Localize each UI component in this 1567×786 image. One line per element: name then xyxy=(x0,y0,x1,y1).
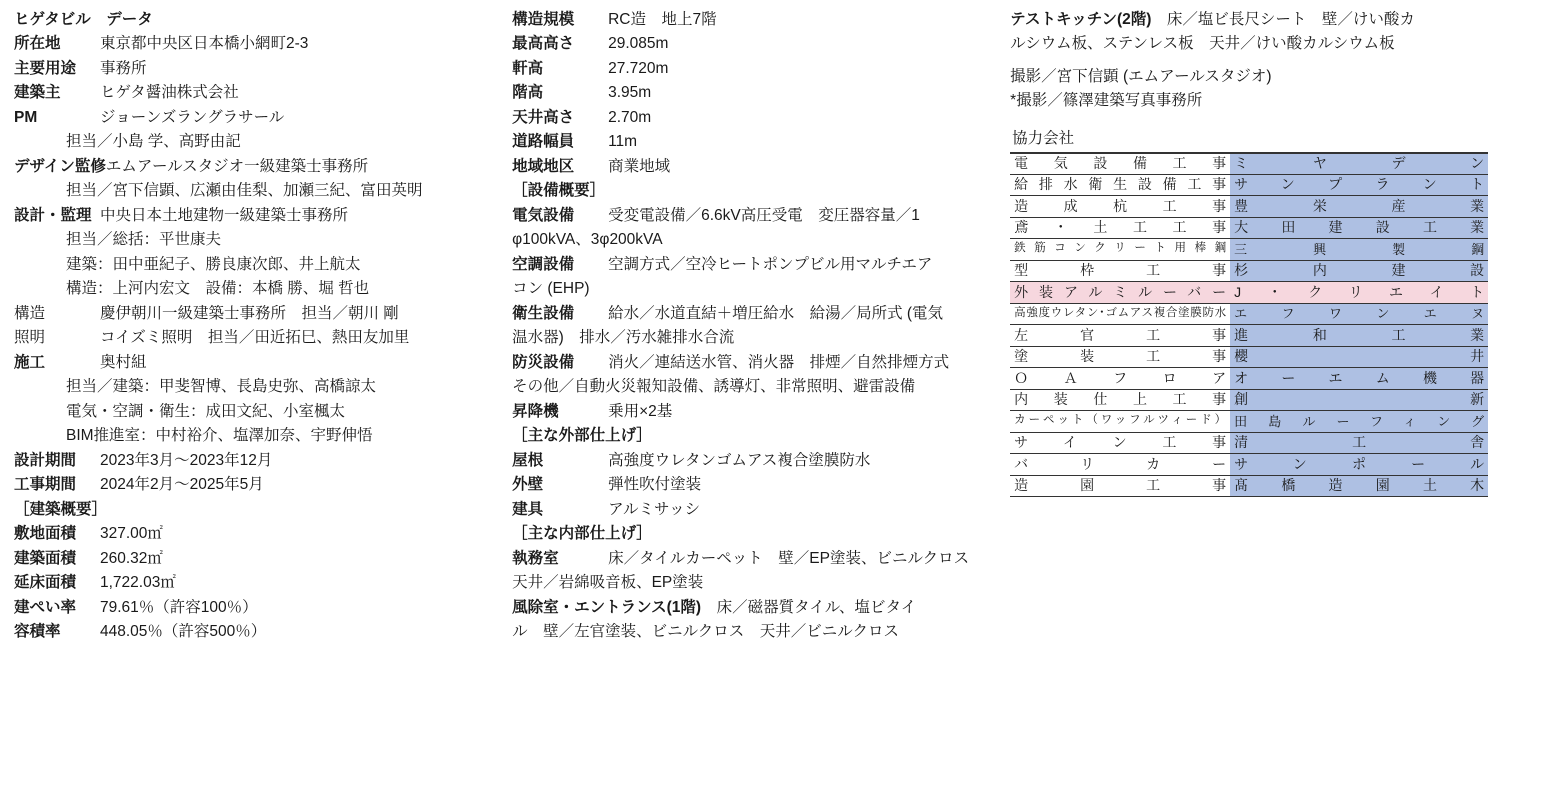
data-row xyxy=(512,204,1000,228)
data-row-label: 設計期間 xyxy=(14,451,77,469)
column2-rows xyxy=(512,8,1000,645)
data-row-label: 主要用途 xyxy=(14,59,77,77)
data-row-value: 2023年3月〜2023年12月 xyxy=(100,451,273,469)
detail-line: BIM推進室：中村裕介、塩澤加奈、宇野伸悟 xyxy=(66,427,373,445)
data-row-value: 東京都中央区日本橋小網町2-3 xyxy=(100,35,309,53)
data-row-label: 照明 xyxy=(14,329,46,347)
data-row-label: 容積率 xyxy=(14,623,61,641)
data-row xyxy=(512,57,1000,81)
table-row xyxy=(1010,325,1488,347)
data-row-label: 空調設備 xyxy=(512,255,575,273)
partner-company-cell: 田島ルーフィング xyxy=(1230,411,1488,433)
column3-rows xyxy=(1010,8,1553,114)
partner-work-cell: 内装仕上工事 xyxy=(1010,389,1230,411)
data-row xyxy=(14,57,502,81)
partner-company-cell: 三興製鋼 xyxy=(1230,239,1488,261)
data-row-label: 構造 xyxy=(14,304,46,322)
data-row-label: 屋根 xyxy=(512,451,544,469)
data-row xyxy=(14,522,502,546)
table-row xyxy=(1010,217,1488,239)
section-heading: ［主な外部仕上げ］ xyxy=(512,427,652,445)
partners-table xyxy=(1010,152,1488,498)
table-row xyxy=(1010,303,1488,325)
data-row xyxy=(14,81,502,105)
data-row-label: 執務室 xyxy=(512,549,559,567)
data-row xyxy=(14,547,502,571)
data-row-value: 弾性吹付塗装 xyxy=(608,476,702,494)
data-row xyxy=(512,106,1000,130)
data-row-label: 防災設備 xyxy=(512,353,575,371)
partner-company-cell: J・クリエイト xyxy=(1230,282,1488,304)
data-row xyxy=(512,596,1000,620)
partner-work-cell: バリカー xyxy=(1010,454,1230,476)
partner-work-cell: 型枠工事 xyxy=(1010,260,1230,282)
detail-line: 撮影／宮下信顕 (エムアールスタジオ) xyxy=(1010,67,1272,85)
data-row-value: コイズミ照明 担当／田近拓巳、熱田友加里 xyxy=(100,329,410,347)
partner-work-cell: 造園工事 xyxy=(1010,475,1230,497)
partner-work-cell: 塗装工事 xyxy=(1010,346,1230,368)
data-row xyxy=(14,596,502,620)
column1-rows xyxy=(14,32,502,644)
data-row xyxy=(512,155,1000,179)
data-row-label: 道路幅員 xyxy=(512,133,575,151)
data-row xyxy=(14,351,502,375)
data-row-label: 工事期間 xyxy=(14,476,77,494)
data-row-label: PM xyxy=(14,108,38,126)
table-row xyxy=(1010,239,1488,261)
data-row xyxy=(14,449,502,473)
data-row-label: 建具 xyxy=(512,500,544,518)
data-row xyxy=(14,204,502,228)
table-row xyxy=(1010,282,1488,304)
data-row xyxy=(14,571,502,595)
data-row xyxy=(512,8,1000,32)
data-row xyxy=(14,32,502,56)
data-row-label: 最高高さ xyxy=(512,35,575,53)
detail-line: ルシウム板、ステンレス板 天井／けい酸カルシウム板 xyxy=(1010,35,1395,53)
data-row-value: 高強度ウレタンゴムアス複合塗膜防水 xyxy=(608,451,871,469)
detail-line: 天井／岩綿吸音板、EP塗装 xyxy=(512,574,704,592)
detail-line: 温水器) 排水／汚水雑排水合流 xyxy=(512,329,735,347)
data-row-value: 奥村組 xyxy=(100,353,147,371)
data-row xyxy=(512,32,1000,56)
table-row xyxy=(1010,346,1488,368)
data-row-value: 床／磁器質タイル、塩ビタイ xyxy=(701,598,917,616)
partner-work-cell: 左官工事 xyxy=(1010,325,1230,347)
detail-line: *撮影／篠澤建築写真事務所 xyxy=(1010,92,1203,110)
data-row xyxy=(512,400,1000,424)
partner-company-cell: サンポール xyxy=(1230,454,1488,476)
partner-company-cell: ミヤデン xyxy=(1230,153,1488,175)
page-title: ヒゲタビル データ xyxy=(14,11,153,28)
data-row-value: 448.05％（許容500％） xyxy=(100,623,267,641)
table-row xyxy=(1010,454,1488,476)
section-heading: ［設備概要］ xyxy=(512,182,606,200)
column-finishes-and-partners xyxy=(1010,8,1553,786)
data-row xyxy=(512,302,1000,326)
data-row-value: 1,722.03㎡ xyxy=(100,574,176,592)
table-row xyxy=(1010,260,1488,282)
detail-line: コン (EHP) xyxy=(512,280,590,298)
detail-line: 担当／建築：甲斐智博、長島史弥、高橋諒太 xyxy=(66,378,377,396)
data-row-value: 2024年2月〜2025年5月 xyxy=(100,476,264,494)
data-row-label: 敷地面積 xyxy=(14,525,77,543)
data-row-value: 中央日本土地建物一級建築士事務所 xyxy=(100,206,349,224)
data-row xyxy=(512,351,1000,375)
table-row xyxy=(1010,196,1488,218)
partner-work-cell: カーペット（ワッフルツィード） xyxy=(1010,411,1230,433)
partner-work-cell: 造成杭工事 xyxy=(1010,196,1230,218)
partner-company-cell: 豊栄産業 xyxy=(1230,196,1488,218)
data-row-value: ジョーンズラングラサール xyxy=(100,108,285,126)
data-row xyxy=(1010,8,1553,32)
data-row-value: アルミサッシ xyxy=(608,500,701,518)
data-row-label: 建築主 xyxy=(14,84,61,102)
data-row-label: 地域地区 xyxy=(512,157,575,175)
partner-company-cell: サンプラント xyxy=(1230,174,1488,196)
data-row-value: ヒゲタ醤油株式会社 xyxy=(100,84,239,102)
data-row-label: 軒高 xyxy=(512,59,544,77)
data-row-label: 階高 xyxy=(512,84,544,102)
detail-line: 電気・空調・衛生：成田文紀、小室楓太 xyxy=(66,402,346,420)
detail-line: その他／自動火災報知設備、誘導灯、非常照明、避雷設備 xyxy=(512,378,916,396)
data-row-value: 327.00㎡ xyxy=(100,525,163,543)
table-row xyxy=(1010,475,1488,497)
data-row-value: 慶伊朝川一級建築士事務所 担当／朝川 剛 xyxy=(100,304,399,322)
data-row-value: 11m xyxy=(608,133,638,151)
partner-company-cell: 髙橋造園土木 xyxy=(1230,475,1488,497)
partner-work-cell: 鉄筋コンクリート用棒鋼 xyxy=(1010,239,1230,261)
data-row-label: テストキッチン(2階) xyxy=(1010,11,1152,28)
data-row xyxy=(512,449,1000,473)
partners-title: 協力会社 xyxy=(1012,129,1075,147)
table-row xyxy=(1010,389,1488,411)
data-row-label: 昇降機 xyxy=(512,402,559,420)
partner-company-cell: エフワンエヌ xyxy=(1230,303,1488,325)
partner-work-cell: 鳶・土工工事 xyxy=(1010,217,1230,239)
data-row-value: エムアールスタジオ一級建築士事務所 xyxy=(105,157,369,175)
data-row xyxy=(14,155,502,179)
data-row-value: 79.61％（許容100％） xyxy=(100,598,258,616)
data-row-value: 床／タイルカーペット 壁／EP塗装、ビニルクロス xyxy=(608,549,970,567)
data-row xyxy=(14,473,502,497)
data-row xyxy=(14,620,502,644)
partner-work-cell: ＯＡフロア xyxy=(1010,368,1230,390)
data-row xyxy=(512,473,1000,497)
detail-line: φ100kVA、3φ200kVA xyxy=(512,231,663,249)
data-row-value: 給水／水道直結＋増圧給水 給湯／局所式 (電気 xyxy=(608,304,944,322)
data-row-label: デザイン監修 xyxy=(14,157,106,175)
data-row-value: 3.95m xyxy=(608,84,652,102)
data-row-label: 延床面積 xyxy=(14,574,77,592)
blank-line xyxy=(1010,57,1553,65)
partner-work-cell: 給排水衛生設備工事 xyxy=(1010,174,1230,196)
detail-line: 構造：上河内宏文 設備：本橋 勝、堀 哲也 xyxy=(66,280,370,298)
table-row xyxy=(1010,174,1488,196)
data-row-value: 床／塩ビ長尺シート 壁／けい酸カ xyxy=(1151,11,1415,28)
section-heading: ［主な内部仕上げ］ xyxy=(512,525,652,543)
data-row-label: 施工 xyxy=(14,353,46,371)
partner-work-cell: 高強度ウレタン･ゴムアス複合塗膜防水 xyxy=(1010,303,1230,325)
data-row-label: 外壁 xyxy=(512,476,544,494)
data-row-label: 建ぺい率 xyxy=(14,598,77,616)
partner-company-cell: 創新 xyxy=(1230,389,1488,411)
data-row xyxy=(14,106,502,130)
data-row-value: 事務所 xyxy=(100,59,147,77)
partner-company-cell: 進和工業 xyxy=(1230,325,1488,347)
data-row-value: 29.085m xyxy=(608,35,669,53)
partner-company-cell: 櫻井 xyxy=(1230,346,1488,368)
table-row xyxy=(1010,411,1488,433)
data-row-label: 衛生設備 xyxy=(512,304,575,322)
spacer xyxy=(1010,114,1553,128)
data-row-value: 260.32㎡ xyxy=(100,549,163,567)
table-row xyxy=(1010,153,1488,175)
data-row xyxy=(512,498,1000,522)
detail-line: 担当／総括：平世康夫 xyxy=(66,231,222,249)
data-row xyxy=(14,302,502,326)
data-row xyxy=(512,130,1000,154)
data-row-value: 商業地域 xyxy=(608,157,671,175)
data-row-value: 乗用×2基 xyxy=(608,402,673,420)
data-row-label: 電気設備 xyxy=(512,206,575,224)
partner-work-cell: 電気設備工事 xyxy=(1010,153,1230,175)
data-row-label: 建築面積 xyxy=(14,549,77,567)
partner-company-cell: 清工舎 xyxy=(1230,432,1488,454)
partner-work-cell: 外装アルミルーバー xyxy=(1010,282,1230,304)
data-row xyxy=(512,253,1000,277)
detail-line: 担当／小島 学、高野由記 xyxy=(66,133,241,151)
data-row-label: 天井高さ xyxy=(512,108,575,126)
partner-company-cell: 杉内建設 xyxy=(1230,260,1488,282)
section-heading: ［建築概要］ xyxy=(14,500,108,518)
data-row-value: 受変電設備／6.6kV高圧受電 変圧器容量／1 xyxy=(608,206,920,224)
data-row xyxy=(512,547,1000,571)
partner-work-cell: サイン工事 xyxy=(1010,432,1230,454)
data-row-label: 風除室・エントランス(1階) xyxy=(512,598,702,616)
data-row-label: 構造規模 xyxy=(512,11,575,28)
data-row-value: 空調方式／空冷ヒートポンプビル用マルチエア xyxy=(608,255,933,273)
column-building-data xyxy=(14,8,512,786)
detail-line: 担当／宮下信顕、広瀬由佳梨、加瀬三紀、富田英明 xyxy=(66,182,423,200)
partner-company-cell: オーエム機器 xyxy=(1230,368,1488,390)
data-row-value: RC造 地上7階 xyxy=(608,11,717,28)
data-row-value: 2.70m xyxy=(608,108,652,126)
detail-line: ル 壁／左官塗装、ビニルクロス 天井／ビニルクロス xyxy=(512,623,899,641)
data-row-value: 27.720m xyxy=(608,59,669,77)
detail-line: 建築：田中亜紀子、勝良康次郎、井上航太 xyxy=(66,255,361,273)
data-row xyxy=(14,326,502,350)
column-specifications xyxy=(512,8,1010,786)
table-row xyxy=(1010,432,1488,454)
data-row-label: 設計・監理 xyxy=(14,206,92,224)
data-row-label: 所在地 xyxy=(14,35,61,53)
data-row xyxy=(512,81,1000,105)
data-row-value: 消火／連結送水管、消火器 排煙／自然排煙方式 xyxy=(608,353,950,371)
table-row xyxy=(1010,368,1488,390)
partner-company-cell: 大田建設工業 xyxy=(1230,217,1488,239)
